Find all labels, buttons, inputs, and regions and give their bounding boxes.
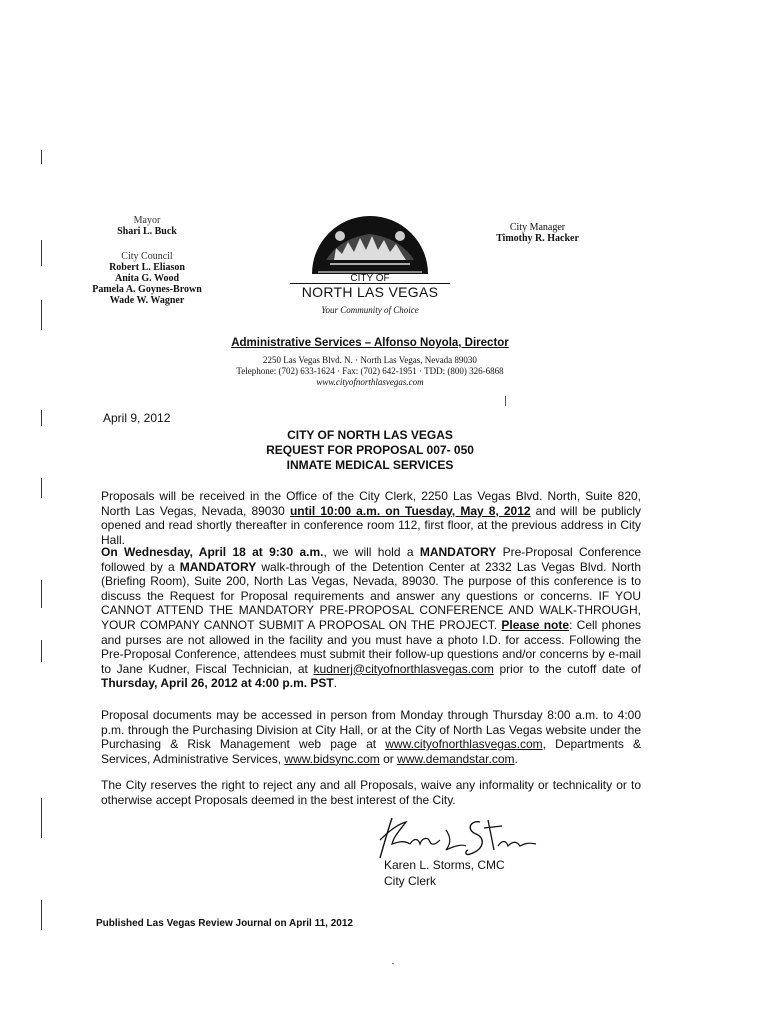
divider-mark bbox=[505, 396, 506, 406]
mandatory-label: MANDATORY bbox=[419, 545, 497, 559]
paragraph-submission bbox=[101, 489, 641, 547]
officials-left bbox=[92, 215, 202, 306]
seal-city-of: CITY OF bbox=[350, 273, 390, 284]
rfp-title-line: INMATE MEDICAL SERVICES bbox=[286, 458, 454, 472]
council-role: City Council bbox=[121, 251, 173, 262]
text-run: and will be publicly opened and read shortly thereafter in conference room 112, first floor, at the previous address in City Hall. bbox=[101, 503, 642, 547]
signer-title: City Clerk bbox=[384, 874, 437, 888]
email-link[interactable]: kudnerj@cityofnorthlasvegas.com bbox=[313, 661, 494, 676]
please-note-label: Please note bbox=[501, 617, 570, 632]
scan-mark bbox=[41, 580, 42, 608]
seal-motto: Your Community of Choice bbox=[321, 305, 419, 315]
manager-role: City Manager bbox=[509, 222, 566, 233]
scan-mark bbox=[41, 410, 42, 426]
department-phones: Telephone: (702) 633-1624 · Fax: (702) 642-1951 · TDD: (800) 326-6868 bbox=[236, 366, 504, 376]
text-run: : Cell phones and purses are not allowed in the facility and you must have a photo I.D. for access. Following the Pre-Proposal Conference, attendees must submit their follow-up questions and/or concerns by e-mail to Jane Kudner, Fiscal Technician, at bbox=[101, 617, 642, 676]
demandstar-link[interactable]: www.demandstar.com bbox=[397, 751, 515, 766]
text-run: . bbox=[514, 751, 518, 766]
rfp-title-line: REQUEST FOR PROPOSAL 007- 050 bbox=[266, 443, 474, 457]
department-website: www.cityofnorthlasvegas.com bbox=[316, 377, 424, 387]
mayor-role: Mayor bbox=[133, 215, 161, 226]
paragraph-reservation: The City reserves the right to reject any and all Proposals, waive any informality or technicality or to otherwise accept Proposals deemed in the best interest of the City. bbox=[101, 778, 641, 807]
mayor-name: Shari L. Buck bbox=[117, 226, 177, 237]
paragraph-documents bbox=[101, 708, 641, 766]
department-address: 2250 Las Vegas Blvd. N. · North Las Vegas, Nevada 89030 bbox=[263, 355, 477, 365]
bidsync-link[interactable]: www.bidsync.com bbox=[284, 751, 380, 766]
scan-mark bbox=[41, 150, 42, 164]
publication-note: Published Las Vegas Review Journal on April 11, 2012 bbox=[96, 918, 353, 929]
scan-mark bbox=[41, 240, 42, 266]
manager-name: Timothy R. Hacker bbox=[496, 233, 579, 244]
letter-date: April 9, 2012 bbox=[103, 411, 171, 425]
council-member: Anita G. Wood bbox=[115, 273, 179, 284]
city-seal-logo bbox=[300, 198, 440, 318]
signature-block bbox=[384, 857, 505, 889]
council-member: Robert L. Eliason bbox=[109, 262, 185, 273]
signer-name: Karen L. Storms, CMC bbox=[384, 858, 505, 872]
text-run: . bbox=[333, 676, 338, 691]
scan-mark bbox=[41, 900, 42, 930]
website-link[interactable]: www.cityofnorthlasvegas.com bbox=[385, 737, 543, 752]
scan-mark bbox=[41, 640, 42, 662]
officials-right bbox=[480, 222, 595, 244]
paragraph-conference bbox=[101, 545, 641, 691]
scan-mark bbox=[41, 798, 42, 838]
scan-mark bbox=[41, 478, 42, 498]
council-member: Wade W. Wagner bbox=[109, 295, 185, 306]
department-title bbox=[200, 337, 540, 349]
rfp-title bbox=[200, 428, 540, 473]
text-run: or bbox=[379, 751, 398, 766]
text-run: Pre-Proposal Conference followed by a bbox=[101, 545, 642, 574]
department-title-text: Administrative Services – Alfonso Noyola, Director bbox=[231, 337, 509, 349]
seal-city-name: NORTH LAS VEGAS bbox=[290, 283, 450, 300]
rfp-title-line: CITY OF NORTH LAS VEGAS bbox=[287, 428, 453, 442]
department-contact bbox=[180, 355, 560, 388]
text-run: Proposal documents may be accessed in person from Monday through Thursday 8:00 a.m. to 4:00 p.m. through the Purchasing Division at City Hall, or at the City of North Las Vegas website under the Purchasing & Risk Management web page at bbox=[101, 708, 641, 752]
text-run: walk-through of the Detention Center at 2332 Las Vegas Blvd. North (Briefing Room), Suite 200, North Las Vegas, Nevada, 89030. The purpose of this conference is to discuss the Request for Proposal requirements and answer any questions or concerns. IF YOU CANNOT ATTEND THE MANDATORY PRE-PROPOSAL CONFERENCE AND WALK-THROUGH, YOUR COMPANY CANNOT SUBMIT A PROPOSAL ON THE PROJECT. bbox=[101, 559, 641, 632]
scan-mark bbox=[41, 300, 42, 330]
seal-graphic bbox=[300, 198, 440, 278]
conference-date: On Wednesday, April 18 at 9:30 a.m. bbox=[101, 545, 324, 559]
text-run: , Departments & Services, Administrative Services, bbox=[101, 737, 642, 766]
council-block bbox=[92, 251, 202, 306]
text-run: , we will hold a bbox=[323, 545, 420, 559]
text-run: prior to the cutoff date of bbox=[493, 661, 641, 676]
mandatory-label: MANDATORY bbox=[179, 559, 257, 574]
cutoff-date: Thursday, April 26, 2012 at 4:00 p.m. PST bbox=[101, 676, 334, 691]
scan-speck bbox=[392, 963, 394, 964]
deadline-text: until 10:00 a.m. on Tuesday, May 8, 2012 bbox=[289, 503, 531, 518]
text-run: Proposals will be received in the Office of the City Clerk, 2250 Las Vegas Blvd. North, Suite 820, North Las Vegas, Nevada, 89030 bbox=[101, 489, 641, 518]
council-member: Pamela A. Goynes-Brown bbox=[92, 284, 202, 295]
